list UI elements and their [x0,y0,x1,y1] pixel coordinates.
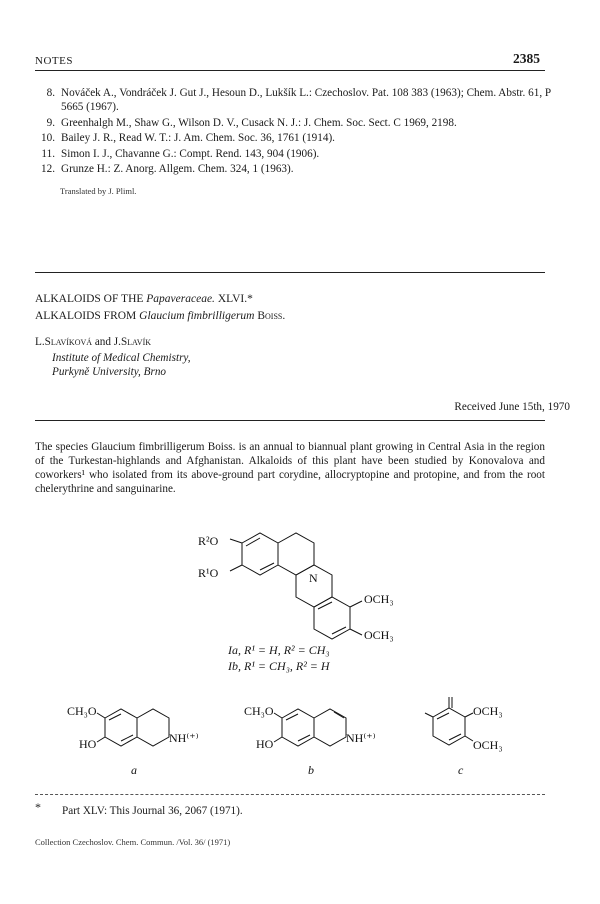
structure-a-label: a [131,763,137,777]
article-title-line2: ALKALOIDS FROM Glaucium fimbrilligerum Boiss. [35,310,286,322]
structure-b-label: b [308,763,314,777]
structure-c-label: c [458,763,464,777]
reference-item: 10. Bailey J. R., Read W. T.: J. Am. Chem. Soc. 36, 1761 (1914). [41,132,335,144]
ch3o-label: CH₃O [67,704,97,718]
section-rule-bottom [35,420,545,421]
reference-item: 12. Grunze H.: Z. Anorg. Allgem. Chem. 324, 1 (1963). [41,163,294,175]
footnote-mark: * [35,800,41,814]
section-rule-top [35,272,545,273]
institute-line2: Purkyně University, Brno [52,366,167,378]
authors: L.Slavíková and J.Slavík [35,336,152,348]
page-number: 2385 [513,51,540,66]
received-date: Received June 15th, 1970 [454,401,570,413]
nh-label: NH⁽⁺⁾ [346,731,376,745]
caption-ib: Ib, R¹ = CH₃, R² = H [228,659,330,673]
ch3o-label: CH₃O [244,704,274,718]
och3-label-b: OCH₃ [364,628,394,642]
ho-label: HO [256,737,274,751]
ho-label: HO [79,737,97,751]
footnote-text: Part XLV: This Journal 36, 2067 (1971). [62,805,243,817]
journal-footer: Collection Czechoslov. Chem. Commun. /Vol. 36/ (1971) [35,837,231,847]
r1o-label: R¹O [198,566,219,580]
nh-label: NH⁽⁺⁾ [169,731,199,745]
r2o-label: R²O [198,534,219,548]
reference-item: 8. Nováček A., Vondráček J. Gut J., Hesoun D., Lukšík L.: Czechoslov. Pat. 108 383 (1963); Chem. Abstr. 61, P 5665 (1967). [46,87,551,113]
body-paragraph: The species Glaucium fimbrilligerum Boiss. is an annual to biannual plant growing in Central Asia in the region of the Turkestan-highlands and Afghanistan. Alkaloids of this plant have been studied by Konovalova and coworkers¹ who isolated from its above-ground part corydine, allocryptopine and protopine, and from the root chelerythrine and sanguinarine. [35,441,545,495]
reference-item: 9. Greenhalgh M., Shaw G., Wilson D. V., Cusack N. J.: J. Chem. Soc. Sect. C 1969, 2198. [46,116,457,129]
och3-label-a: OCH₃ [364,592,394,606]
structure-b-diagram [242,698,402,783]
och3-label-b: OCH₃ [473,738,503,752]
reference-list [35,86,555,178]
caption-ia: Ia, R¹ = H, R² = CH₃ [228,643,330,657]
structure-c-diagram [415,695,535,783]
reference-item: 11. Simon I. J., Chavanne G.: Compt. Rend. 143, 904 (1906). [41,147,320,160]
institute-line1: Institute of Medical Chemistry, [52,352,191,364]
running-header-section: NOTES [35,55,73,67]
header-rule [35,70,545,71]
structure-a-diagram [65,698,225,783]
footnote-rule [35,794,545,795]
och3-label-a: OCH₃ [473,704,503,718]
translator-note: Translated by J. Pliml. [60,186,137,196]
article-title-line1: ALKALOIDS OF THE Papaveraceae. XLVI.* [35,293,253,305]
nitrogen-label: N [309,571,318,585]
